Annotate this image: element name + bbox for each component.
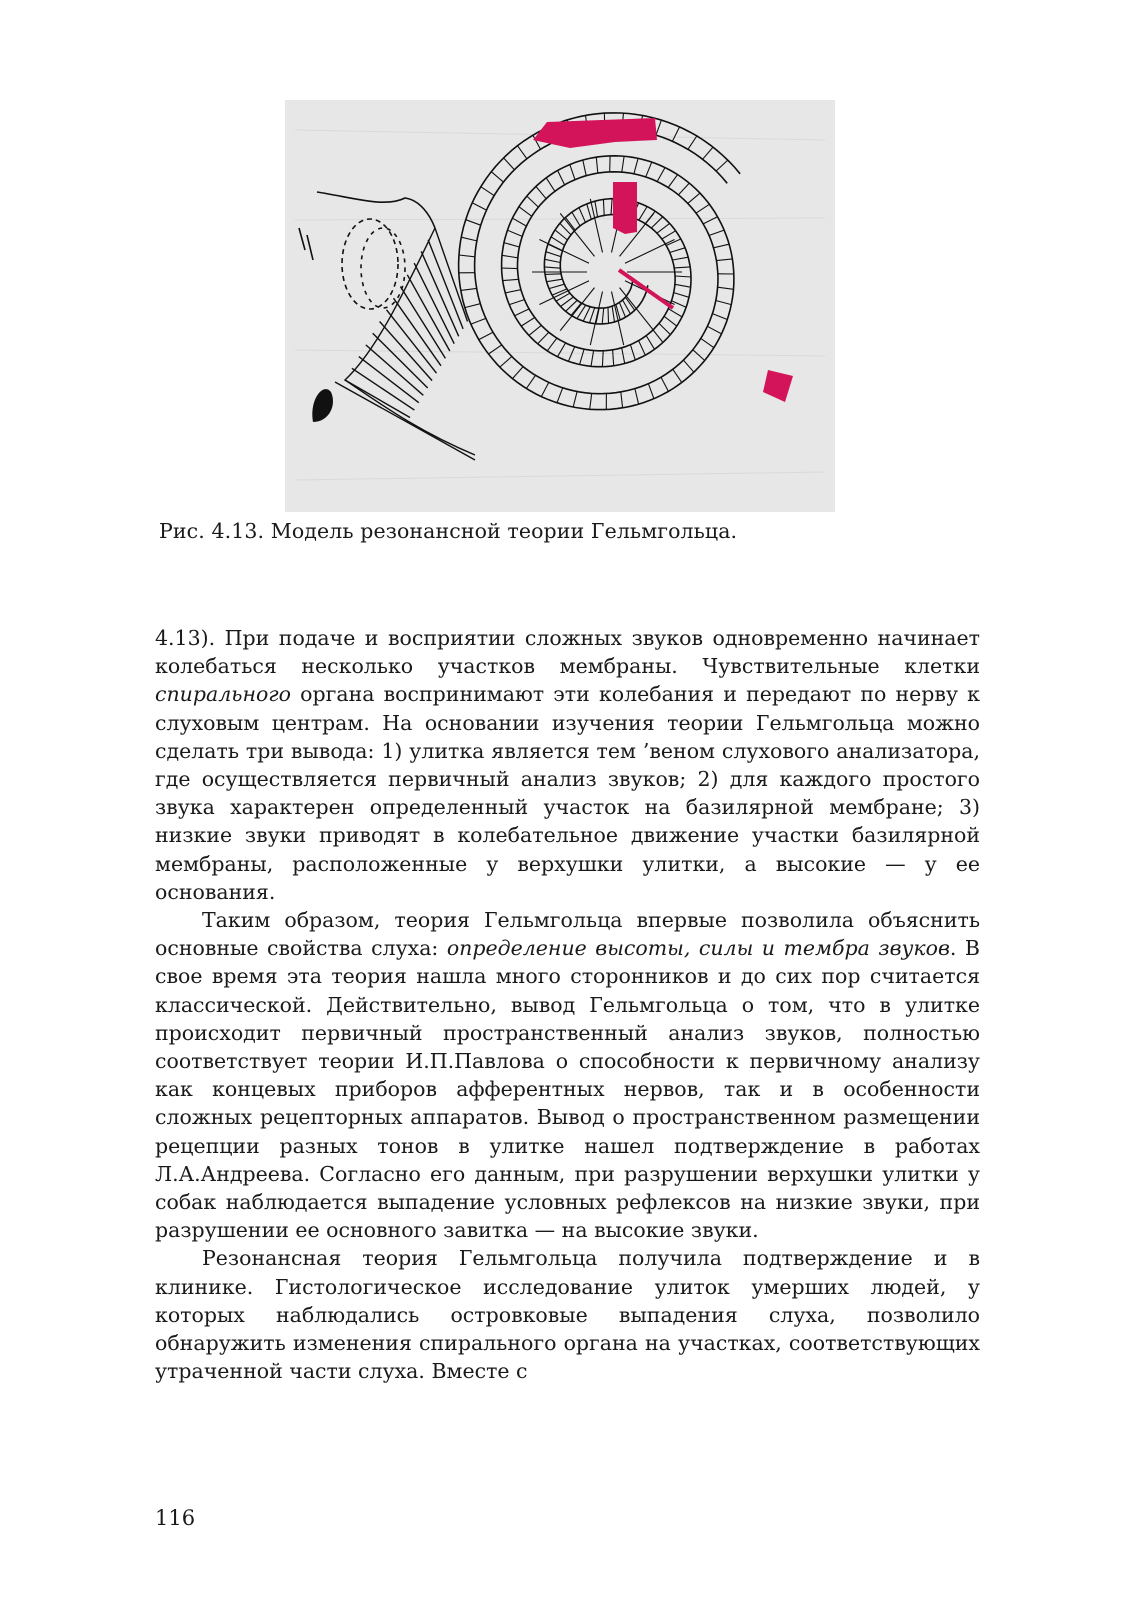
- spiral-partition: [611, 199, 612, 215]
- spiral-partition: [547, 338, 557, 351]
- body-text: [155, 624, 980, 1385]
- spiral-partition: [509, 300, 524, 305]
- spiral-partition: [558, 171, 565, 185]
- spiral-partition: [701, 338, 714, 347]
- spiral-partition: [513, 367, 524, 379]
- spiral-partition: [502, 268, 518, 269]
- spiral-partition: [716, 301, 732, 305]
- spiral-partition: [621, 392, 623, 408]
- spiral-partition: [538, 332, 549, 344]
- spiral-partition: [674, 293, 689, 298]
- base-rib: [407, 275, 450, 351]
- spiral-partition: [661, 377, 668, 391]
- resonating-segment-middle: [613, 182, 637, 234]
- spiral-partition: [659, 323, 670, 334]
- spiral-spoke: [590, 292, 602, 346]
- apex-pointer-line: [619, 270, 673, 308]
- spiral-partition: [504, 158, 515, 170]
- paragraph-2-text-2: . В свое время эта теория нашла много сторонников и до сих пор считается классической. Действительно, вывод Гельмгольца о том, что в улитке происходит первичный пространственный анализ звуков, полностью соответствует теории И.П.Павлова о способности к первичному анализу как концевых приборов афферентных нервов, так и в особенности сложных рецепторных аппаратов. Вывод о пространственном размещении рецепции разных тонов в улитке нашел подтверждение в работах Л.А.Андреева. Согласно его данным, при разрушении верхушки улитки у собак наблюдается выпадение условных рефлексов на низкие звуки, при разрушении ее основного завитка — на высокие звуки.: [155, 936, 980, 1243]
- spiral-partition: [703, 147, 713, 159]
- spiral-partition: [612, 306, 614, 322]
- spiral-partition: [527, 196, 539, 207]
- spiral-partition: [502, 255, 518, 257]
- page-number: 116: [155, 1506, 196, 1530]
- spiral-partition: [653, 330, 663, 343]
- spiral-partition: [465, 304, 481, 308]
- spiral-partition: [648, 384, 654, 399]
- spiral-partition: [557, 388, 563, 403]
- spiral-partition: [545, 274, 561, 275]
- base-rib: [400, 287, 445, 359]
- spiral-partition: [570, 165, 575, 180]
- spiral-partition: [674, 267, 690, 268]
- spiral-partition: [556, 293, 570, 301]
- spiral-partition: [579, 208, 585, 223]
- spiral-partition: [544, 267, 560, 268]
- base-rib: [414, 263, 454, 344]
- spiral-partition: [656, 120, 661, 135]
- base-rib: [373, 333, 428, 388]
- spiral-partition: [461, 288, 477, 290]
- resonating-segments: [533, 118, 793, 402]
- spiral-partition: [707, 326, 721, 334]
- spiral-partition: [479, 332, 493, 339]
- spiral-partition: [590, 308, 595, 323]
- spiral-partition: [602, 308, 604, 324]
- base-rib: [394, 298, 442, 366]
- spiral-partition: [546, 178, 555, 192]
- spiral-spoke: [620, 288, 654, 331]
- spiral-partition: [672, 127, 679, 141]
- spiral-partition: [716, 160, 728, 171]
- spiral-partition: [526, 375, 535, 388]
- spiral-partition: [558, 343, 566, 357]
- spiral-partition: [678, 183, 689, 195]
- paragraph-1-text-2: органа воспринимают эти колебания и передают по нерву к слуховым центрам. На основании изучения теории Гельмгольца можно сделать три вывода: 1) улитка является тем ’веном слухового анализатора, где осуществляется первичный анализ звуков; 2) для каждого простого звука характерен определенный участок на базилярной мембране; 3) низкие звуки приводят в колебательное движение участки базилярной мембраны, расположенные у верхушки улитки, а высокие — у ее основания.: [155, 682, 980, 904]
- spiral-partition: [668, 309, 682, 317]
- paragraph-1: [155, 624, 980, 906]
- spiral-partition: [635, 389, 639, 405]
- spiral-partition: [716, 259, 732, 261]
- base-rib: [421, 251, 459, 336]
- base-rib: [366, 345, 424, 395]
- spiral-partition: [515, 309, 530, 316]
- spiral-partition: [547, 279, 563, 282]
- spiral-spoke: [625, 240, 675, 264]
- paragraph-2-text-1: Таким образом, теория Гельмгольца впервые позволила объяснить основные свойства слуха:: [155, 908, 980, 961]
- spiral-partition: [630, 345, 635, 360]
- spiral-partition: [521, 318, 535, 327]
- spiral-partition: [508, 230, 523, 236]
- base-rib: [387, 310, 437, 373]
- spiral-partition: [536, 186, 546, 198]
- spiral-partition: [459, 255, 475, 257]
- cochlea-base-ribs: [335, 228, 475, 460]
- spiral-partition: [657, 168, 665, 182]
- spiral-partition: [555, 230, 567, 240]
- spiral-partition: [587, 204, 592, 219]
- spiral-partition: [709, 230, 724, 235]
- paragraph-1-text-1: 4.13). При подаче и восприятии сложных звуков одновременно начинает колебаться несколько участков мембраны. Чувствительные клетки: [155, 626, 980, 679]
- spiral-partition: [573, 392, 577, 408]
- spiral-partition: [712, 314, 727, 320]
- spiral-partition: [657, 223, 670, 233]
- spiral-partition: [596, 157, 598, 173]
- base-rib: [428, 240, 463, 329]
- spiral-partition: [613, 350, 614, 366]
- spiral-partition: [491, 172, 503, 182]
- spiral-partition: [505, 290, 521, 293]
- spiral-partition: [503, 279, 519, 280]
- spiral-partition: [461, 237, 477, 241]
- spiral-partition: [603, 199, 604, 215]
- spiral-partition: [703, 217, 717, 224]
- spiral-partition: [672, 257, 688, 260]
- cochlea-figure: [285, 100, 835, 512]
- spiral-partition: [673, 369, 682, 382]
- figure-caption: Рис. 4.13. Модель резонансной теории Гельмгольца.: [159, 519, 738, 543]
- spiral-partition: [675, 284, 691, 287]
- paragraph-3-text-1: Резонансная теория Гельмгольца получила подтверждение и в клинике. Гистологическое исследование улиток умерших людей, у которых наблюдались островковые выпадения слуха, позволило обнаружить изменения спирального органа на участках, соответствующих утраченной части слуха. Вместе с: [155, 1246, 980, 1384]
- resonating-segment-lower-right: [763, 370, 793, 402]
- spiral-partition: [504, 243, 519, 247]
- spiral-partition: [551, 237, 565, 246]
- spiral-partition: [546, 252, 561, 257]
- spiral-edge: [459, 113, 740, 410]
- spiral-partition: [472, 203, 486, 210]
- spiral-partition: [622, 348, 625, 364]
- spiral-partition: [718, 287, 734, 289]
- spiral-partition: [518, 146, 527, 159]
- spiral-partition: [668, 175, 677, 188]
- spiral-partition: [639, 207, 647, 221]
- spiral-partition: [714, 244, 730, 248]
- spiral-partition: [696, 204, 709, 213]
- paragraph-2: [155, 906, 980, 1244]
- spiral-partition: [646, 162, 652, 177]
- spiral-partition-lines: [459, 113, 734, 409]
- spiral-partition: [541, 382, 549, 396]
- paragraph-3: [155, 1244, 980, 1385]
- spiral-partition: [529, 325, 542, 335]
- spiral-partition: [639, 341, 646, 356]
- spiral-partition: [549, 284, 564, 288]
- spiral-partition: [662, 231, 676, 239]
- spiral-partition: [670, 248, 685, 253]
- spiral-partition: [634, 158, 638, 174]
- cochlea-resonance-model-illustration: [285, 100, 835, 512]
- spiral-partition: [608, 307, 609, 323]
- spiral-partition: [683, 360, 694, 372]
- spiral-partition: [568, 347, 574, 362]
- spiral-partition: [519, 207, 532, 217]
- spiral-partition: [471, 318, 486, 324]
- spiral-partition: [688, 193, 700, 203]
- spiral-partition: [675, 276, 691, 277]
- spiral-partition: [590, 393, 592, 409]
- cochlea-spiral: [459, 113, 740, 410]
- spiral-partition: [595, 201, 598, 217]
- paragraph-2-italic-1: определение высоты, силы и тембра звуков: [446, 936, 950, 961]
- spiral-partition: [500, 357, 512, 368]
- spiral-partition: [545, 259, 561, 262]
- spiral-partition: [622, 156, 624, 172]
- membrane-outline: [299, 192, 435, 309]
- resonating-segment-top: [533, 118, 657, 148]
- spiral-partition: [466, 220, 481, 226]
- base-rib: [435, 228, 468, 322]
- spiral-partition: [481, 187, 494, 196]
- stapes-shape: [312, 389, 333, 422]
- spiral-partition: [646, 336, 654, 350]
- paragraph-1-italic-1: спирального: [155, 682, 291, 707]
- spiral-partition: [580, 349, 585, 364]
- spiral-partition: [583, 160, 586, 176]
- spiral-partition: [583, 307, 590, 321]
- spiral-partition: [664, 316, 677, 326]
